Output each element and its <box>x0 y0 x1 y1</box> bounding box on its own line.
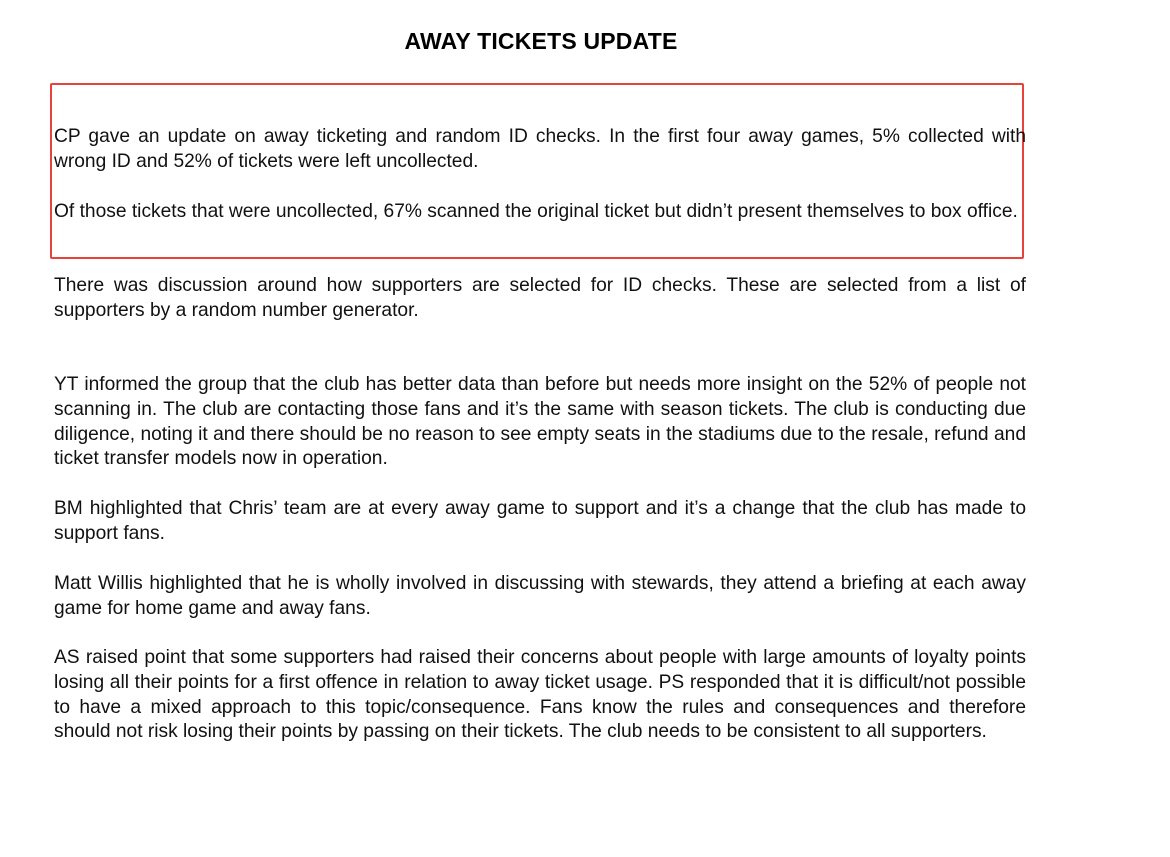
highlighted-paragraph-id-checks: CP gave an update on away ticketing and random ID checks. In the first four away games, 5% collected with wrong ID and 52% of tickets were left uncollected. <box>54 126 1026 172</box>
document-title: AWAY TICKETS UPDATE <box>404 28 678 54</box>
paragraph-yt-data: YT informed the group that the club has better data than before but needs more insight on the 52% of people not scanning in. The club are contacting those fans and it’s the same with season tickets. The club is conducting due diligence, noting it and there should be no reason to see empty seats in the stadiums due to the resale, refund and ticket transfer models now in operation. <box>54 374 1026 470</box>
paragraph-id-selection: There was discussion around how supporters are selected for ID checks. These are selected from a list of supporters by a random number generator. <box>54 275 1026 321</box>
paragraph-loyalty-points: AS raised point that some supporters had raised their concerns about people with large amounts of loyalty points losing all their points for a first offence in relation to away ticket usage. PS responded that it is difficult/not possible to have a mixed approach to this topic/consequence. Fans know the rules and consequences and therefore should not risk losing their points by passing on their tickets. The club needs to be consistent to all supporters. <box>54 647 1026 743</box>
highlighted-paragraph-uncollected: Of those tickets that were uncollected, 67% scanned the original ticket but didn’t present themselves to box office. <box>54 201 1018 222</box>
paragraph-stewards: Matt Willis highlighted that he is wholly involved in discussing with stewards, they attend a briefing at each away game for home game and away fans. <box>54 573 1026 619</box>
paragraph-bm-support: BM highlighted that Chris’ team are at every away game to support and it’s a change that the club has made to support fans. <box>54 498 1026 544</box>
